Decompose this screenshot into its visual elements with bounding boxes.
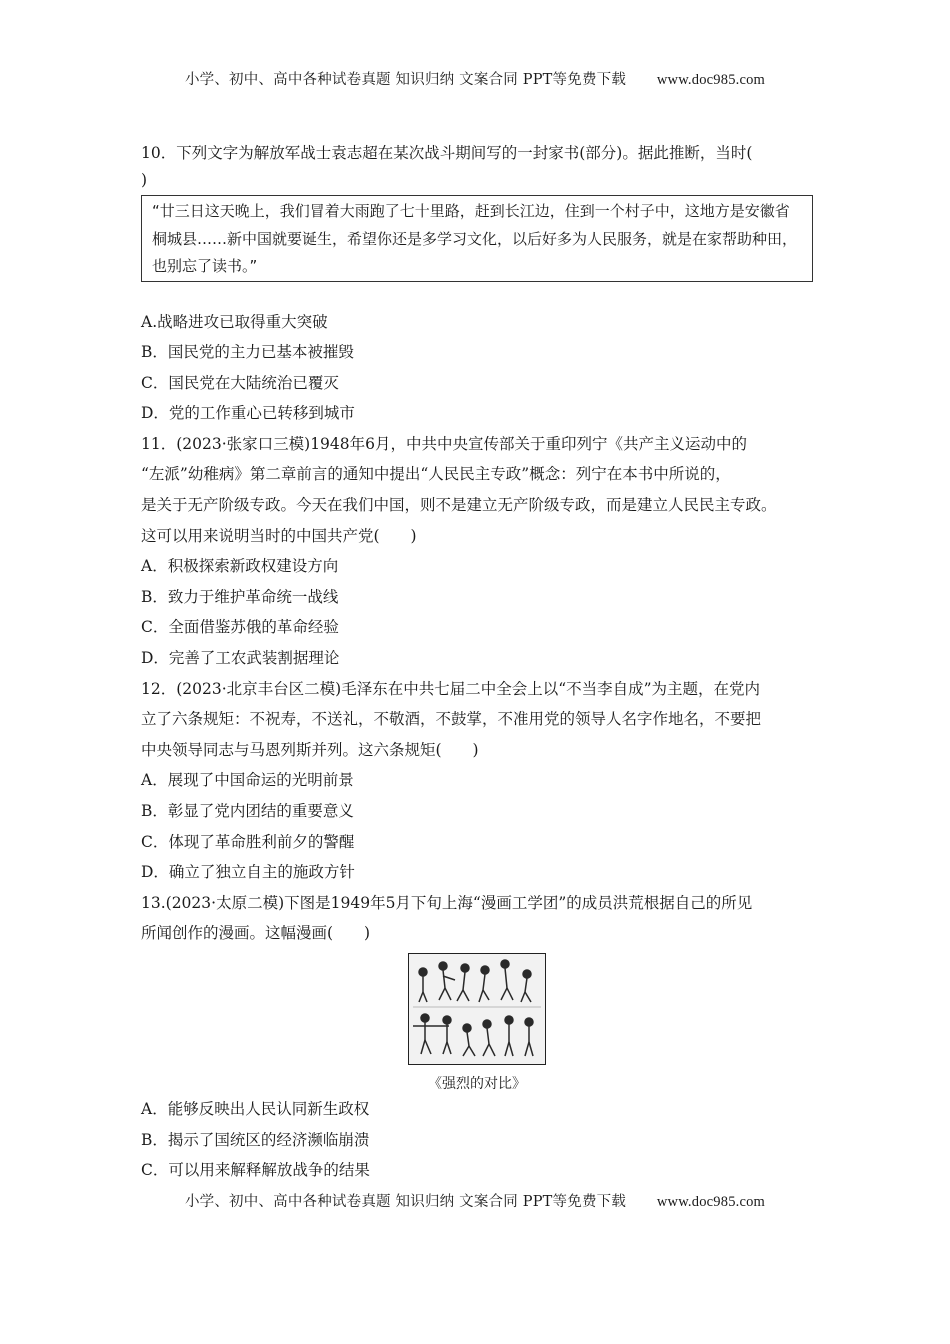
footer-text: 小学、初中、高中各种试卷真题 知识归纳 文案合同 PPT等免费下载 bbox=[184, 1194, 627, 1210]
q11-option-b[interactable]: B．致力于维护革命统一战线 bbox=[141, 587, 339, 606]
q12-option-d[interactable]: D．确立了独立自主的施政方针 bbox=[141, 863, 355, 882]
q13-stem-line: 13.(2023·太原二模)下图是1949年5月下旬上海“漫画工学团”的成员洪荒根据自己的所见 bbox=[141, 893, 753, 912]
q11-option-c[interactable]: C．全面借鉴苏俄的革命经验 bbox=[141, 618, 339, 637]
question-13 bbox=[141, 888, 813, 1186]
q10-option-a[interactable]: A.战略进攻已取得重大突破 bbox=[141, 312, 328, 331]
header-site-link[interactable]: www.doc985.com bbox=[656, 72, 766, 88]
q11-stem-line: 这可以用来说明当时的中国共产党( ) bbox=[141, 526, 417, 545]
question-content bbox=[141, 140, 813, 1186]
q11-option-d[interactable]: D．完善了工农武装割据理论 bbox=[141, 649, 340, 668]
q12-option-a[interactable]: A．展现了中国命运的光明前景 bbox=[141, 771, 354, 790]
question-11 bbox=[141, 429, 813, 674]
q11-stem-line: 11．(2023·张家口三模)1948年6月，中共中央宣传部关于重印列宁《共产主义运动中的 bbox=[141, 434, 748, 453]
q13-option-b[interactable]: B．揭示了国统区的经济濒临崩溃 bbox=[141, 1130, 370, 1149]
q13-stem-line: 所闻创作的漫画。这幅漫画( ) bbox=[141, 924, 371, 943]
question-10 bbox=[141, 140, 813, 429]
page-header bbox=[0, 68, 950, 89]
figure-caption: 《强烈的对比》 bbox=[428, 1075, 526, 1092]
q10-option-b[interactable]: B．国民党的主力已基本被摧毁 bbox=[141, 343, 354, 362]
q10-option-d[interactable]: D．党的工作重心已转移到城市 bbox=[141, 404, 355, 423]
q10-stem-line: ) bbox=[141, 170, 148, 189]
footer-site-link[interactable]: www.doc985.com bbox=[656, 1194, 766, 1210]
q13-option-a[interactable]: A．能够反映出人民认同新生政权 bbox=[141, 1099, 370, 1118]
page-footer bbox=[0, 1190, 950, 1211]
q10-stem-line: 10．下列文字为解放军战士袁志超在某次战斗期间写的一封家书(部分)。据此推断，当时( bbox=[141, 144, 753, 162]
question-12 bbox=[141, 674, 813, 888]
q12-option-b[interactable]: B．彰显了党内团结的重要意义 bbox=[141, 802, 354, 820]
q10-option-c[interactable]: C．国民党在大陆统治已覆灭 bbox=[141, 373, 339, 392]
q12-stem-line: 立了六条规矩：不祝寿，不送礼，不敬酒，不鼓掌，不准用党的领导人名字作地名，不要把 bbox=[141, 710, 762, 729]
q13-figure bbox=[141, 953, 813, 1094]
q12-option-c[interactable]: C．体现了革命胜利前夕的警醒 bbox=[141, 832, 355, 851]
q11-stem-line: “左派”幼稚病》第二章前言的通知中提出“人民民主专政”概念：列宁在本书中所说的， bbox=[141, 465, 731, 484]
q12-stem-line: 12．(2023·北京丰台区二模)毛泽东在中共七届二中全会上以“不当李自成”为主题，在党内 bbox=[141, 679, 761, 698]
comic-image bbox=[408, 953, 546, 1065]
q11-stem-line: 是关于无产阶级专政。今天在我们中国，则不是建立无产阶级专政，而是建立人民民主专政。 bbox=[141, 496, 777, 515]
q10-quote-box: “廿三日这天晚上，我们冒着大雨跑了七十里路，赶到长江边，住到一个村子中，这地方是安徽省桐城县……新中国就要诞生，希望你还是多学习文化，以后好多为人民服务，就是在家帮助种田，也别忘了读书。” bbox=[141, 195, 813, 282]
comic-illustration-icon bbox=[409, 954, 545, 1064]
q12-stem-line: 中央领导同志与马恩列斯并列。这六条规矩( ) bbox=[141, 740, 479, 759]
q11-option-a[interactable]: A．积极探索新政权建设方向 bbox=[141, 557, 339, 576]
q13-option-c[interactable]: C．可以用来解释解放战争的结果 bbox=[141, 1161, 370, 1180]
header-text: 小学、初中、高中各种试卷真题 知识归纳 文案合同 PPT等免费下载 bbox=[184, 72, 627, 88]
